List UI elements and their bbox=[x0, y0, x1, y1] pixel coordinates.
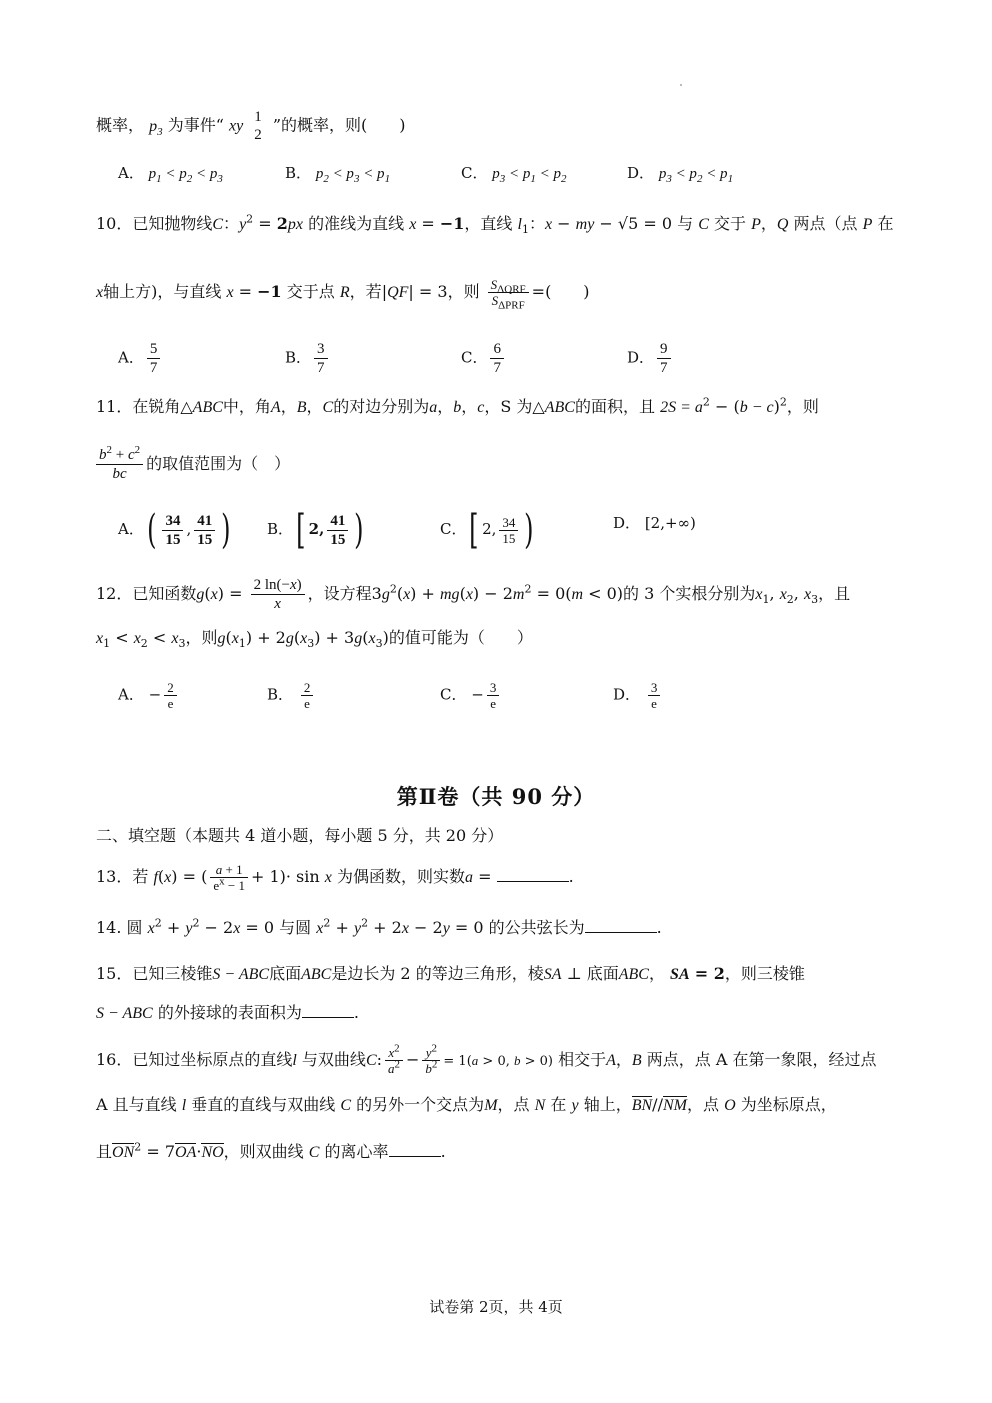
q9-option-c: C． $p_3 < p_1 < p_2$ bbox=[461, 164, 567, 185]
q10-option-b: B． $\frac{3}{7}$ bbox=[285, 340, 331, 377]
q9-option-d: D． $p_3 < p_2 < p_1$ bbox=[627, 164, 734, 185]
section-title: 第Ⅱ卷（共 90 分） bbox=[396, 784, 596, 809]
q15-line2: S − ABC 的外接球的表面积为 . bbox=[96, 1003, 359, 1022]
q12-option-a: A． − $\frac{2}{e}$ bbox=[118, 680, 180, 711]
q15-line1: 15．已知三棱锥S − ABC底面ABC是边长为 2 的等边三角形，棱SA ⊥ 底面ABC， SA = 2，则三棱锥 bbox=[96, 964, 805, 983]
q14-answer-blank[interactable] bbox=[585, 916, 657, 933]
q16-line1: 16．已知过坐标原点的直线l 与双曲线C: $\frac{x^2}{a^2}$ − $\frac{y^2}{b^2}$ = 1(a > 0, b > 0) 相交于A，B 两点，点 A 在第一象限，经过点 bbox=[96, 1042, 877, 1076]
q10-option-a: A． $\frac{5}{7}$ bbox=[118, 340, 163, 377]
q11-option-b: B．[ 2, $\frac{41}{15}$ ) bbox=[267, 507, 364, 553]
q16-line3: 且$ON^2 = 7OA\cdot NO$，则双曲线 C 的离心率 . bbox=[96, 1140, 446, 1161]
q11-line2: $\frac{b^2 + c^2}{bc}$ 的取值范围为（ ） bbox=[96, 446, 290, 483]
q15-answer-blank[interactable] bbox=[302, 1001, 354, 1018]
q10-area-ratio: $\frac{S_{\Delta QRF}}{S_{\Delta PRF}}$ bbox=[488, 277, 529, 308]
q11-expression: $\frac{b^2 + c^2}{bc}$ bbox=[96, 446, 143, 483]
q9-text: 概率， bbox=[96, 115, 145, 135]
q10-option-d: D． $\frac{9}{7}$ bbox=[627, 340, 674, 377]
q14-line: 14. 圆 $x^2 + y^2 - 2x = 0$ 与圆 $x^2 + y^2 + 2x - 2y = 0$ 的公共弦长为 . bbox=[96, 916, 662, 937]
q11-option-c: C．[ 2, $\frac{34}{15}$ ) bbox=[440, 507, 534, 553]
q11-line1: 11．在锐角△ABC中，角A，B，C的对边分别为a，b，c，S 为△ABC的面积，且 $2S = a^2 - (b - c)^2$，则 bbox=[96, 395, 819, 416]
q12-option-b: B． $\frac{2}{e}$ bbox=[267, 680, 316, 711]
q12-line1: 12．已知函数g(x) = $\frac{2 \ln(-x)}{x}$ ，设方程$3g^2(x) + mg(x) - 2m^2 = 0(m < 0)$的 3 个实根分别为$x_1$, $x_2$, $x_3$，且 bbox=[96, 577, 851, 612]
q13-answer-blank[interactable] bbox=[497, 865, 569, 882]
p3-symbol: $p_3$ bbox=[149, 117, 163, 138]
q13-line: 13．若 f(x) = ( $\frac{a + 1}{e^x - 1}$ + 1)· sin x 为偶函数，则实数a = . bbox=[96, 862, 574, 893]
q9-option-b: B． $p_2 < p_3 < p_1$ bbox=[285, 164, 391, 185]
q12-line2: $x_1 < x_2 < x_3$，则$g(x_1) + 2g(x_3) + 3g(x_3)$的值可能为（ ） bbox=[96, 628, 533, 651]
q11-option-a: A．( $\frac{34}{15}$ , $\frac{41}{15}$ ) bbox=[118, 507, 231, 553]
q9-xy: xy bbox=[228, 117, 244, 135]
q12-function-fraction: $\frac{2 \ln(-x)}{x}$ bbox=[251, 576, 305, 613]
q12-option-c: C． − $\frac{3}{e}$ bbox=[440, 680, 502, 711]
q9-text-mid: 为事件“ bbox=[167, 115, 224, 135]
q10-option-c: C． $\frac{6}{7}$ bbox=[461, 340, 507, 377]
q11-option-d: D． [2,+∞) bbox=[613, 514, 696, 532]
q16-answer-blank[interactable] bbox=[389, 1140, 441, 1157]
page-footer: 试卷第 2页，共 4页 bbox=[429, 1298, 563, 1316]
section-intro: 二、填空题（本题共 4 道小题，每小题 5 分，共 20 分） bbox=[96, 826, 504, 845]
q9-tail-line bbox=[96, 108, 406, 144]
q10-line1: 10．已知抛物线C：$y^2 = 2px$ 的准线为直线 x = −1，直线 $l_1$：x − my − √5 = 0 与 C 交于 P，Q 两点（点 P 在 bbox=[96, 212, 894, 237]
q16-line2: A 且与直线 l 垂直的直线与双曲线 C 的另外一个交点为M，点 N 在 y 轴上，BN//NM，点 O 为坐标原点， bbox=[96, 1095, 837, 1114]
q9-option-a: A． $p_1 < p_2 < p_3$ bbox=[118, 164, 223, 185]
q9-text-post: ”的概率，则( ) bbox=[272, 115, 406, 135]
q12-option-d: D． $\frac{3}{e}$ bbox=[613, 680, 663, 711]
q10-line2: x轴上方)，与直线 x = −1 交于点 R，若|QF| = 3，则 $\frac{S_{\Delta QRF}}{S_{\Delta PRF}}$ =( ) bbox=[96, 277, 590, 312]
stray-dot bbox=[680, 84, 682, 86]
q9-fraction: 1 2 bbox=[254, 109, 262, 143]
